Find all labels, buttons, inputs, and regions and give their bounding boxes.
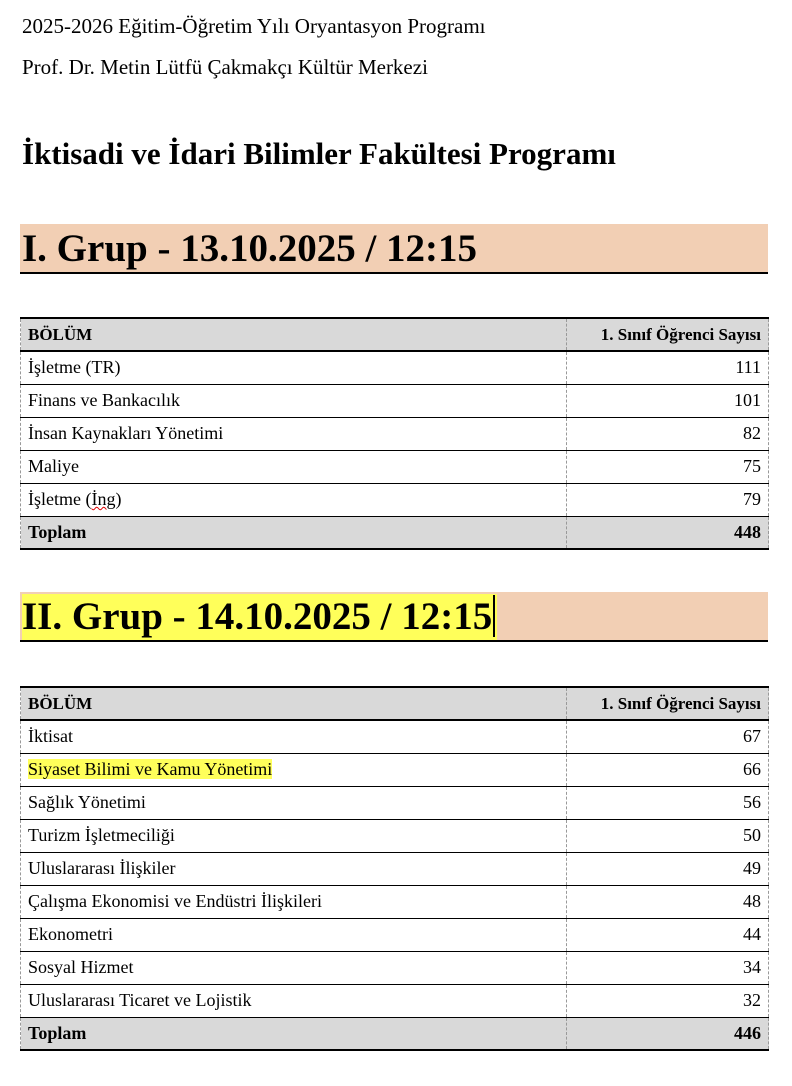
- venue-name: Prof. Dr. Metin Lütfü Çakmakçı Kültür Merkezi: [22, 55, 428, 79]
- student-count: 79: [567, 483, 769, 516]
- department-name: İnsan Kaynakları Yönetimi: [21, 417, 567, 450]
- table-row: [21, 786, 769, 819]
- student-count: 82: [567, 417, 769, 450]
- column-header-department: BÖLÜM: [21, 318, 567, 351]
- table-row: [21, 483, 769, 516]
- column-header-count: 1. Sınıf Öğrenci Sayısı: [567, 687, 769, 720]
- student-count: 49: [567, 852, 769, 885]
- table-row: [21, 753, 769, 786]
- column-header-department: BÖLÜM: [21, 687, 567, 720]
- total-count: 448: [567, 516, 769, 549]
- column-header-count: 1. Sınıf Öğrenci Sayısı: [567, 318, 769, 351]
- student-count: 48: [567, 885, 769, 918]
- student-count: 32: [567, 984, 769, 1017]
- department-name: İktisat: [21, 720, 567, 753]
- total-row: [21, 1017, 769, 1050]
- group-2-table: [20, 686, 769, 1051]
- program-subtitle: 2025-2026 Eğitim-Öğretim Yılı Oryantasyon Programı: [22, 14, 486, 38]
- total-label: Toplam: [21, 516, 567, 549]
- table-row: [21, 885, 769, 918]
- total-count: 446: [567, 1017, 769, 1050]
- table-row: [21, 984, 769, 1017]
- department-name: Sosyal Hizmet: [21, 951, 567, 984]
- student-count: 75: [567, 450, 769, 483]
- total-label: Toplam: [21, 1017, 567, 1050]
- table-row: [21, 819, 769, 852]
- table-row: [21, 450, 769, 483]
- spellcheck-flagged-word: İng: [91, 489, 116, 509]
- department-name: [21, 753, 567, 786]
- student-count: 34: [567, 951, 769, 984]
- student-count: 67: [567, 720, 769, 753]
- group-1-header: [20, 224, 768, 274]
- table-header-row: [21, 318, 769, 351]
- department-name: [21, 483, 567, 516]
- department-name: Turizm İşletmeciliği: [21, 819, 567, 852]
- department-name: Uluslararası Ticaret ve Lojistik: [21, 984, 567, 1017]
- department-name: Uluslararası İlişkiler: [21, 852, 567, 885]
- page-title: İktisadi ve İdari Bilimler Fakültesi Programı: [22, 136, 616, 171]
- department-name: Ekonometri: [21, 918, 567, 951]
- table-row: [21, 852, 769, 885]
- department-name: İşletme (TR): [21, 351, 567, 384]
- student-count: 44: [567, 918, 769, 951]
- table-row: [21, 918, 769, 951]
- department-name-start: İşletme (: [28, 489, 92, 509]
- table-row: [21, 951, 769, 984]
- highlighted-department-name: Siyaset Bilimi ve Kamu Yönetimi: [28, 759, 273, 779]
- group-2-heading: [22, 594, 497, 640]
- group-2-heading-text: II. Grup - 14.10.2025 / 12:15: [22, 595, 493, 638]
- text-cursor: [493, 595, 495, 637]
- table-header-row: [21, 687, 769, 720]
- table-row: [21, 351, 769, 384]
- student-count: 56: [567, 786, 769, 819]
- department-name: Finans ve Bankacılık: [21, 384, 567, 417]
- group-1-table: [20, 317, 769, 550]
- department-name: Maliye: [21, 450, 567, 483]
- table-row: [21, 384, 769, 417]
- student-count: 50: [567, 819, 769, 852]
- group-1-heading: I. Grup - 13.10.2025 / 12:15: [22, 227, 478, 270]
- department-name: Sağlık Yönetimi: [21, 786, 567, 819]
- student-count: 111: [567, 351, 769, 384]
- department-name: Çalışma Ekonomisi ve Endüstri İlişkileri: [21, 885, 567, 918]
- table-row: [21, 720, 769, 753]
- department-name-end: ): [115, 489, 122, 509]
- student-count: 101: [567, 384, 769, 417]
- total-row: [21, 516, 769, 549]
- table-row: [21, 417, 769, 450]
- group-2-header: [20, 592, 768, 642]
- student-count: 66: [567, 753, 769, 786]
